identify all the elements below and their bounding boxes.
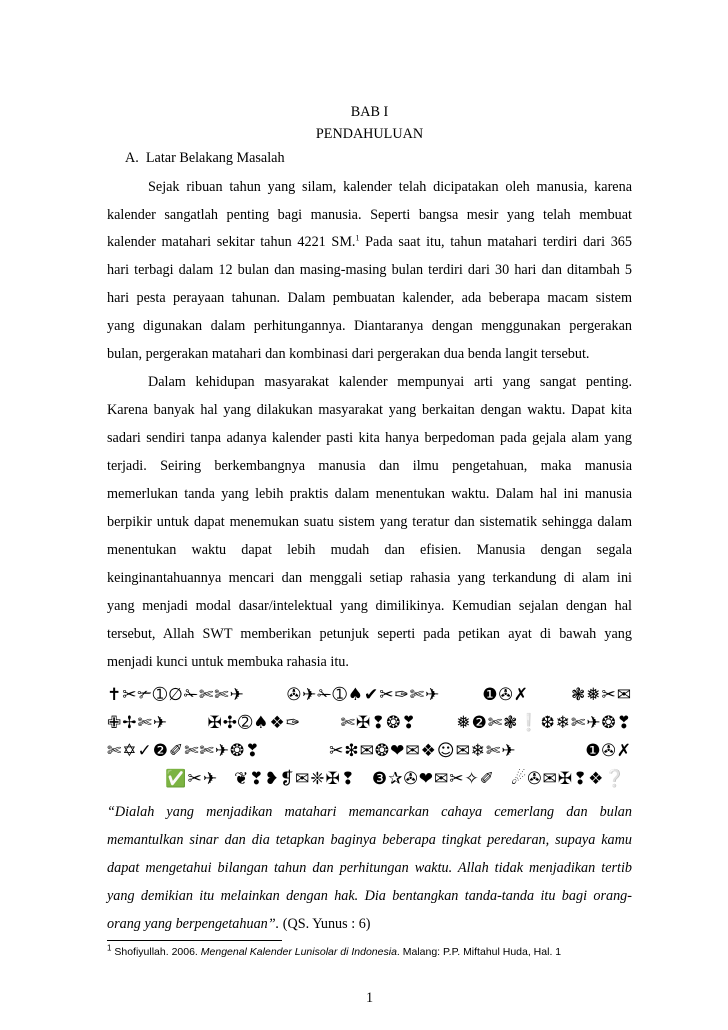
paragraph-line: kalender sangatlah penting bagi manusia. Seperti bangsa mesir yang telah membuat	[107, 207, 632, 223]
translation-line: “Dialah yang menjadikan matahari memancarkan cahaya cemerlang dan bulan	[107, 804, 632, 820]
arabic-word: ✙✢✄✈	[107, 713, 168, 733]
arabic-word: ❦❣❥❡✉❈✠❢	[234, 769, 357, 789]
arabic-word: ❸✰✇❤✉✂✧✐	[372, 769, 495, 789]
paragraph-line: berpikir untuk dapat menemukan suatu sistem yang teratur dan sistematik sehingga dalam	[107, 514, 632, 530]
paragraph-line: Karena banyak hal yang dilakukan masyarakat yang berkaitan dengan waktu. Dapat kita	[107, 402, 632, 418]
arabic-word: ✠✣➁♠❖✑	[207, 713, 302, 733]
arabic-word: ✅✂✈	[165, 769, 219, 789]
arabic-verse-line	[107, 712, 632, 734]
translation-line: yang demikian itu melainkan dengan hak. Dia bentangkan tanda-tanda itu bagi orang-	[107, 888, 632, 904]
arabic-verse-line	[160, 768, 632, 790]
arabic-verse-line	[107, 684, 632, 706]
arabic-word: ❶✇✗	[585, 741, 632, 761]
arabic-word: ❅❷✄❃❕❆❄✄✈❂❣	[456, 713, 632, 733]
arabic-word: ✇✈✁➀♠✔✂✑✄✈	[286, 685, 441, 705]
translation-line	[107, 914, 632, 934]
paragraph-line	[107, 232, 632, 252]
paragraph-line: menjadi kunci untuk membuka rahasia itu.	[107, 654, 349, 670]
arabic-word: ✝✂✃➀∅✁✄✄✈	[107, 685, 245, 705]
paragraph-line: yang menjadi modal dasar/intelektual yang dimilikinya. Kemudian sejalan dengan hal	[107, 598, 632, 614]
paragraph-line: menentukan waktu dapat lebih mudah dan efisien. Manusia dengan segala	[107, 542, 632, 558]
translation-end: orang yang berpengetahuan”.	[107, 916, 280, 932]
arabic-word: ❃❅✂✉	[570, 685, 632, 705]
line-text: Pada saat itu, tahun matahari terdiri dari 365	[359, 234, 632, 250]
arabic-word: ☄✇✉✠❢❖❔	[510, 769, 627, 789]
paragraph-line: tersebut, Allah SWT memberikan petunjuk seperti pada petikan ayat di bawah yang	[107, 626, 632, 642]
footnote-text: Shofiyullah. 2006.	[111, 946, 201, 958]
footnote	[107, 943, 562, 958]
paragraph-line: hari terbagi dalam 12 bulan dan masing-masing bulan terdiri dari 30 hari dan ditambah 5	[107, 262, 632, 278]
arabic-verse-line	[107, 740, 632, 762]
translation-line: memantulkan sinar dan dia tetapkan baginya beberapa tingkat peredaran, supaya kamu	[107, 832, 632, 848]
translation-line: dapat mengetahui bilangan tahun dan perhitungan waktu. Allah tidak menjadikan tertib	[107, 860, 632, 876]
paragraph-line: sadari sendiri tanpa adanya kalender pasti kita hanya berpedoman pada gejala alam yang	[107, 430, 632, 446]
footnote-divider	[107, 940, 282, 941]
footnote-mark: 1	[107, 943, 112, 953]
page-number: 1	[365, 990, 374, 1006]
verse-citation: (QS. Yunus : 6)	[279, 916, 371, 932]
arabic-word: ✄✡✓❷✐✄✄✈❂❣	[107, 741, 261, 761]
footnote-reference: 1	[355, 233, 360, 243]
footnote-text: . Malang: P.P. Miftahul Huda, Hal. 1	[396, 946, 562, 958]
paragraph-line: yang digunakan dalam perhitungannya. Diantaranya dengan menggunakan pergerakan	[107, 318, 632, 334]
paragraph-line: Dalam kehidupan masyarakat kalender mempunyai arti yang sangat penting.	[148, 374, 632, 390]
paragraph-line: keinginantahuannya mencari dan menggali setiap rahasia yang terkandung di alam ini	[107, 570, 632, 586]
line-text: kalender matahari sekitar tahun 4221 SM.	[107, 234, 356, 250]
paragraph-line: terjadi. Seiring berkembangnya manusia dan ilmu pengetahuan, maka manusia	[107, 458, 632, 474]
chapter-number: BAB I	[350, 104, 389, 120]
paragraph-line: Sejak ribuan tahun yang silam, kalender telah dicipatakan oleh manusia, karena	[148, 179, 632, 195]
chapter-title: PENDAHULUAN	[315, 126, 424, 142]
arabic-word: ❶✇✗	[482, 685, 529, 705]
paragraph-line: bulan, pergerakan matahari dan kombinasi dari pergerakan dua benda langit tersebut.	[107, 346, 590, 362]
section-heading: A. Latar Belakang Masalah	[125, 150, 285, 166]
paragraph-line: memerlukan tanda yang lebih praktis dalam menentukan waktu. Dalam hal ini manusia	[107, 486, 632, 502]
footnote-book-title: Mengenal Kalender Lunisolar di Indonesia	[200, 946, 397, 958]
paragraph-line: hari pesta perayaan tahunan. Dalam pembuatan kalender, ada beberapa macam sistem	[107, 290, 632, 306]
arabic-word: ✂❇✉❂❤✉❖☺✉❄✄✈	[329, 741, 517, 761]
arabic-word: ✄✠❢❂❣	[340, 713, 417, 733]
